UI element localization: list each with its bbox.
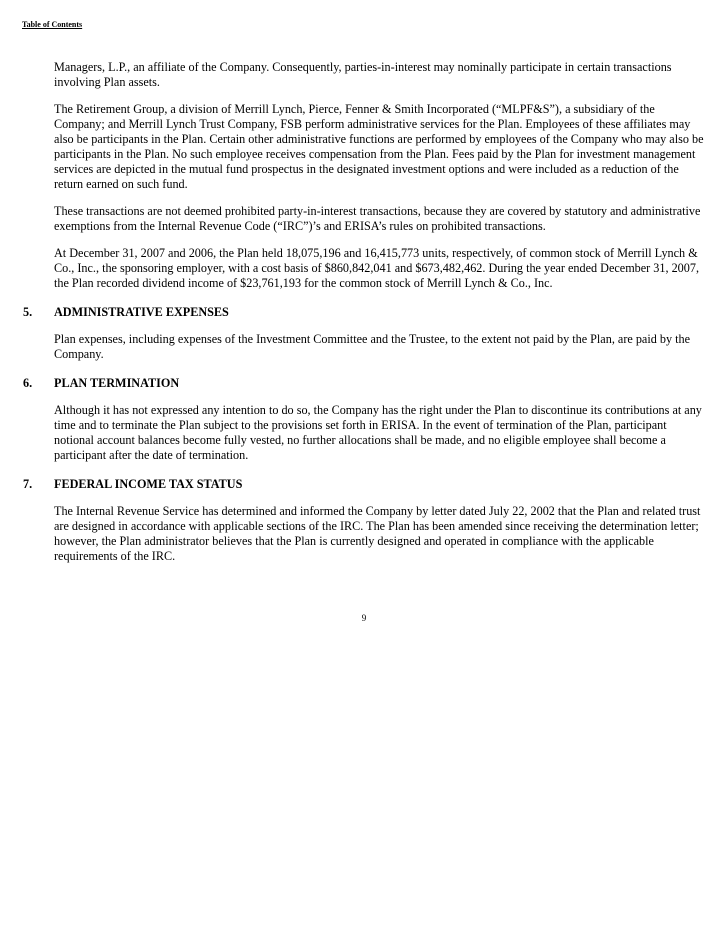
section-body-administrative-expenses: Plan expenses, including expenses of the Investment Committee and the Trustee, to the extent not paid by the Plan, are paid by the Company.: [54, 332, 690, 361]
section-number: 7.: [23, 477, 33, 491]
document-body: [23, 60, 706, 576]
paragraph-intro-3: These transactions are not deemed prohibited party-in-interest transactions, because they are covered by statutory and administrative exemptions from the Internal Revenue Code (“IRC”)’s and ERISA’s rules on prohibited transactions.: [54, 204, 701, 233]
paragraph-intro-4: At December 31, 2007 and 2006, the Plan held 18,075,196 and 16,415,773 units, respectively, of common stock of Merrill Lynch & Co., Inc., the sponsoring employer, with a cost basis of $860,842,041 and $673,482,462. During the year ended December 31, 2007, the Plan recorded dividend income of $23,761,193 for the common stock of Merrill Lynch & Co., Inc.: [54, 246, 699, 290]
section-title: FEDERAL INCOME TAX STATUS: [54, 477, 243, 491]
section-number: 5.: [23, 305, 33, 319]
section-title: ADMINISTRATIVE EXPENSES: [54, 305, 229, 319]
section-heading-administrative-expenses: [23, 305, 706, 320]
section-number: 6.: [23, 376, 33, 390]
paragraph-intro-1: Managers, L.P., an affiliate of the Company. Consequently, parties-in-interest may nominally participate in certain transactions involving Plan assets.: [54, 60, 672, 89]
section-body-plan-termination: Although it has not expressed any intention to do so, the Company has the right under the Plan to discontinue its contributions at any time and to terminate the Plan subject to the provisions set forth in ERISA. In the event of termination of the Plan, participant notional account balances become fully vested, no further allocations shall be made, and no eligible employee shall become a participant after the date of termination.: [54, 403, 702, 462]
paragraph-intro-2: The Retirement Group, a division of Merrill Lynch, Pierce, Fenner & Smith Incorporated (“MLPF&S”), a subsidiary of the Company; and Merrill Lynch Trust Company, FSB perform administrative services for the Plan. Employees of these affiliates may also be participants in the Plan. Certain other administrative functions are performed by employees of the Company who may also be participants in the Plan. No such employee receives compensation from the Plan. Fees paid by the Plan for investment management services are depicted in the mutual fund prospectus in the designated investment options and were included as a reduction of the return earned on such fund.: [54, 102, 704, 191]
section-body-federal-income-tax-status: The Internal Revenue Service has determined and informed the Company by letter dated July 22, 2002 that the Plan and related trust are designed in accordance with applicable sections of the IRC. The Plan has been amended since receiving the determination letter; however, the Plan administrator believes that the Plan is currently designed and operated in compliance with the applicable requirements of the IRC.: [54, 504, 701, 563]
page-number: 9: [361, 613, 367, 623]
section-heading-federal-income-tax-status: [23, 477, 706, 492]
section-title: PLAN TERMINATION: [54, 376, 180, 390]
table-of-contents-link[interactable]: Table of Contents: [22, 20, 83, 29]
section-heading-plan-termination: [23, 376, 706, 391]
